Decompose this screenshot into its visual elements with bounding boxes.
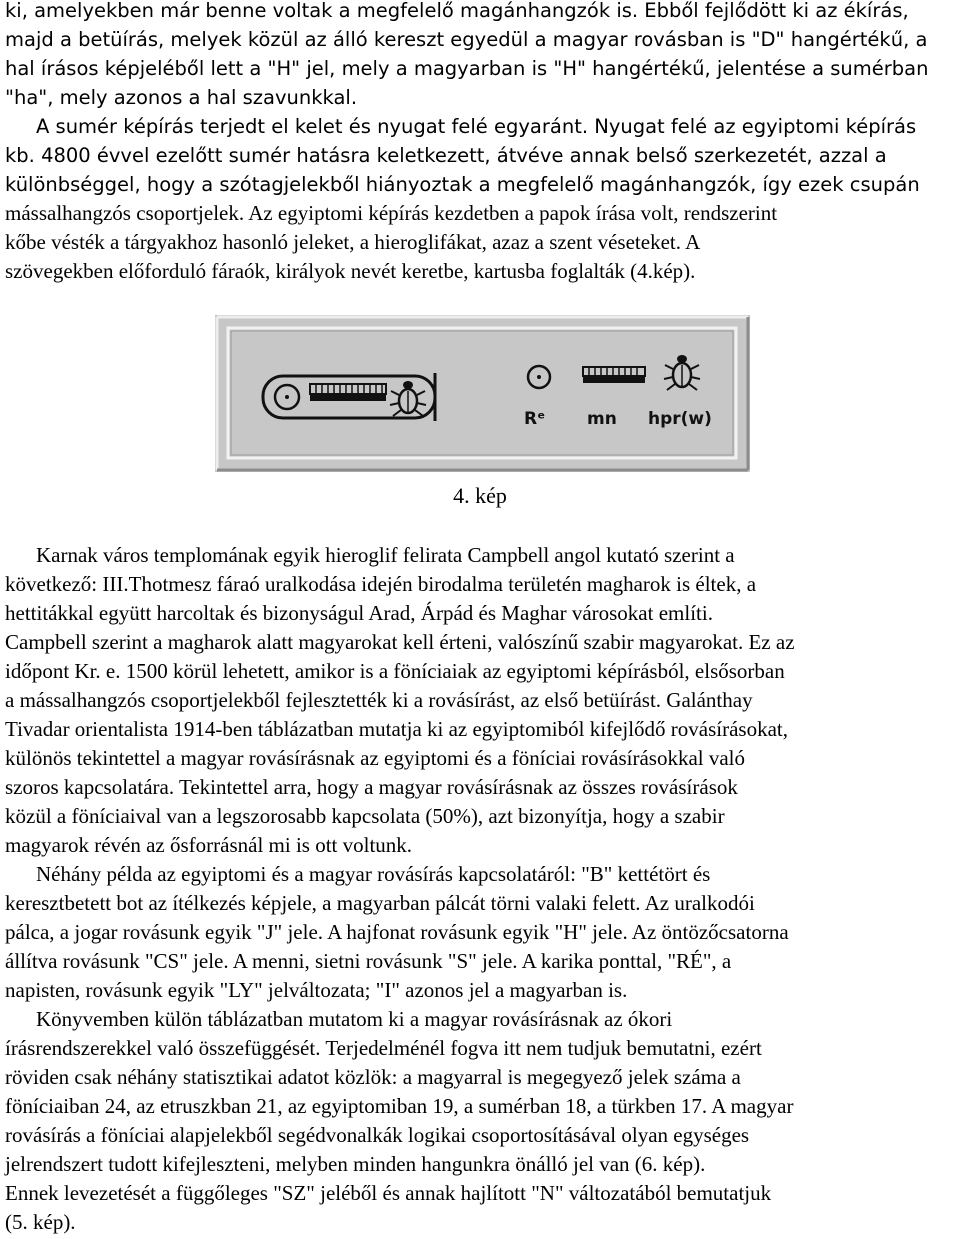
text-line: mássalhangzós csoportjelek. Az egyiptomi képírás kezdetben a papok írása volt, rendszerint xyxy=(5,201,778,225)
text-line: magyarok révén az ősforrásnál mi is ott voltunk. xyxy=(5,833,413,857)
text-line: keresztbetett bot az ítélkezés képjele, a magyarban pálcát törni valaki felett. Az uralkodói xyxy=(5,891,755,915)
text-line: különbséggel, hogy a szótagjelekből hiányoztak a megfelelő magánhangzók, így ezek csupán xyxy=(5,173,920,196)
text-line: pálca, a jogar rovásunk egyik "J" jele. A hajfonat rovásunk egyik "H" jele. Az öntözőcsatorna xyxy=(5,920,789,944)
text-line: Tivadar orientalista 1914-ben táblázatban mutatja ki az egyiptomiból kifejlődő rovásírásokat, xyxy=(5,717,789,741)
egyptian-paragraph xyxy=(5,141,957,286)
body-text xyxy=(5,541,957,1237)
text-line: napisten, rovásunk egyik "LY" jelváltozata; "I" azonos jel a magyarban is. xyxy=(5,978,628,1002)
text-line: rovásírás a föníciai alapjelekből segédvonalkák logikai csoportosításával olyan egységes xyxy=(5,1123,750,1147)
text-line: következő: III.Thotmesz fáraó uralkodása idején birodalma területén magharok is éltek, a xyxy=(5,572,757,596)
cartouche-illustration xyxy=(215,315,750,472)
text-line: majd a betüírás, melyek közül az álló kereszt egyedül a magyar rovásban is "D" hangértékű, a xyxy=(5,28,928,51)
text-line: kb. 4800 évvel ezelőtt sumér hatásra keletkezett, átvéve annak belső szerkezetét, azzal a xyxy=(5,144,887,167)
glyph-label-re: Rᵉ xyxy=(524,409,546,429)
text-line: Ennek levezetését a függőleges "SZ" jeléből és annak hajlított "N" változatából bemutatjuk xyxy=(5,1181,772,1205)
text-line: Karnak város templomának egyik hieroglif felirata Campbell angol kutató szerint a xyxy=(36,543,735,567)
text-line: Néhány példa az egyiptomi és a magyar rovásírás kapcsolatáról: "B" kettétört és xyxy=(36,862,711,886)
cartouche-figure xyxy=(215,315,750,472)
text-line: röviden csak néhány statisztikai adatot közlök: a magyarral is megegyező jelek száma a xyxy=(5,1065,741,1089)
text-line: ki, amelyekben már benne voltak a megfelelő magánhangzók is. Ebből fejlődött ki az ékírás, xyxy=(5,0,909,22)
text-line: föníciaiban 24, az etruszkban 21, az egyiptomiban 19, a sumérban 18, a türkben 17. A magyar xyxy=(5,1094,794,1118)
text-line: írásrendszerekkel való összefüggését. Terjedelménél fogva itt nem tudjuk bemutatni, ezért xyxy=(5,1036,762,1060)
text-line: közül a föníciaival van a legszorosabb kapcsolata (50%), azt bizonyítja, hogy a szabir xyxy=(5,804,725,828)
figure-background xyxy=(215,315,750,472)
text-line: hettitákkal együtt harcoltak és bizonyságul Arad, Árpád és Maghar városokat említi. xyxy=(5,601,713,625)
text-line: A sumér képírás terjedt el kelet és nyugat felé egyaránt. Nyugat felé az egyiptomi képírás xyxy=(36,115,917,138)
text-line: Campbell szerint a magharok alatt magyarokat kell érteni, valószínű szabir magyarokat. Ez az xyxy=(5,630,795,654)
text-line: szoros kapcsolatára. Tekintettel arra, hogy a magyar rovásírásnak az összes rovásírások xyxy=(5,775,738,799)
text-line: kőbe vésték a tárgyakhoz hasonló jeleket, a hieroglifákat, azaz a szent véseteket. A xyxy=(5,230,701,254)
text-line: a mássalhangzós csoportjelekből fejlesztették ki a rovásírást, az első betüírást. Galánthay xyxy=(5,688,753,712)
text-line: különös tekintettel a magyar rovásírásnak az egyiptomi és a föníciai rovásírásokkal való xyxy=(5,746,746,770)
intro-paragraph xyxy=(5,0,957,141)
glyph-label-hprw: hpr(w) xyxy=(648,409,712,429)
text-line: Könyvemben külön táblázatban mutatom ki a magyar rovásírásnak az ókori xyxy=(36,1007,673,1031)
text-line: állítva rovásunk "CS" jele. A menni, sietni rovásunk "S" jele. A karika ponttal, "RÉ", a xyxy=(5,949,732,973)
text-line: időpont Kr. e. 1500 körül lehetett, amikor is a föníciaiak az egyiptomi képírásból, elsősorban xyxy=(5,659,785,683)
figure-caption: 4. kép xyxy=(453,483,507,508)
text-line: jelrendszert tudott kifejleszteni, melyben minden hangunkra önálló jel van (6. kép). xyxy=(5,1152,706,1176)
text-line: szövegekben előforduló fáraók, királyok nevét keretbe, kartusba foglalták (4.kép). xyxy=(5,259,696,283)
text-line: hal írásos képjeléből lett a "H" jel, mely a magyarban is "H" hangértékű, jelentése a sumérban xyxy=(5,57,929,80)
text-line: "ha", mely azonos a hal szavunkkal. xyxy=(5,86,358,109)
glyph-label-mn: mn xyxy=(587,409,617,429)
text-line: (5. kép). xyxy=(5,1210,76,1234)
